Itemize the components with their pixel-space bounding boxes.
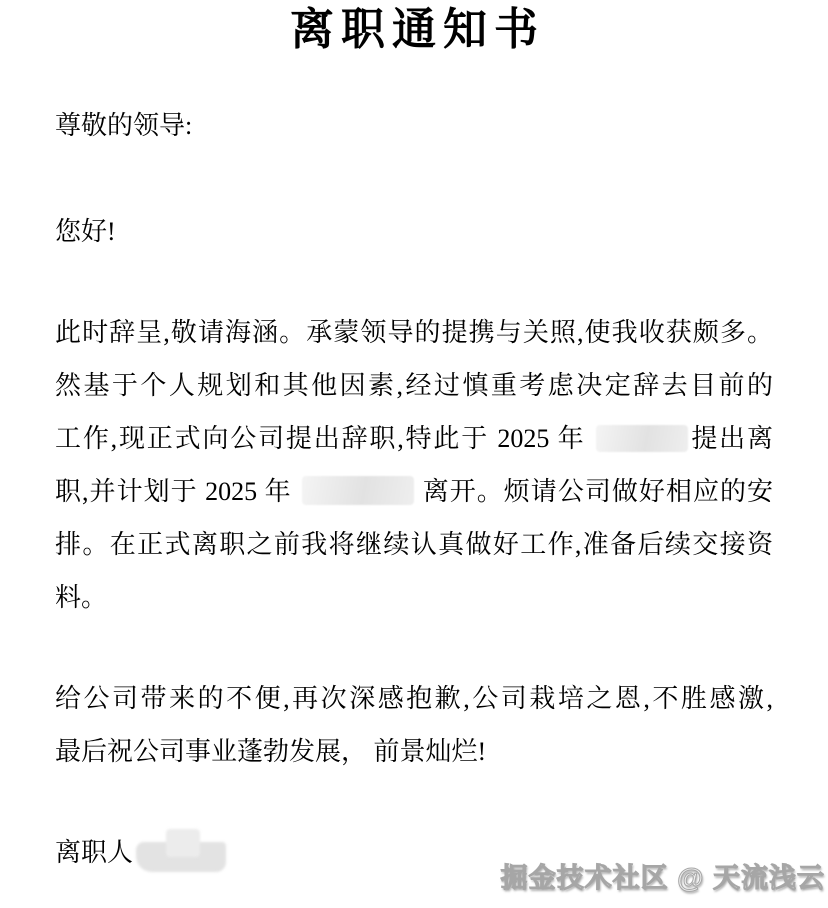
redacted-departure-date-blur <box>302 476 414 505</box>
body-paragraph-2 <box>55 672 773 778</box>
redaction-blob-top <box>166 829 200 857</box>
paragraph1-line1: 此时辞呈,敬请海涵。承蒙领导的提携与关照,使我收获颇多。 <box>55 318 773 347</box>
paragraph1-line4 <box>55 465 773 518</box>
watermark-text: 掘金技术社区 @ 天流浅云 <box>500 863 825 893</box>
redacted-resignation-date-blur <box>596 425 688 452</box>
paragraph1-line2: 然基于个人规划和其他因素,经过慎重考虑决定辞去目前的 <box>55 371 773 400</box>
paragraph1-line4-text-after: 离开。烦请公司做好相应的安 <box>421 477 773 506</box>
redacted-signer-name-blur <box>136 829 226 875</box>
document-title: 离职通知书 <box>290 5 545 54</box>
body-paragraph-1 <box>55 306 773 624</box>
paragraph1-line3-text-before: 工作,现正式向公司提出辞职,特此于 2025 年 <box>55 424 586 453</box>
paragraph1-line6: 料。 <box>55 583 108 612</box>
paragraph1-line3 <box>55 412 773 465</box>
paragraph1-line3-text-after: 提出离 <box>689 424 773 453</box>
paragraph2-line2: 最后祝公司事业蓬勃发展， 前景灿烂! <box>55 737 487 766</box>
signature-label: 离职人 <box>55 838 134 867</box>
paragraph1-line5: 排。在正式离职之前我将继续认真做好工作,准备后续交接资 <box>55 530 773 559</box>
greeting: 您好! <box>55 217 116 246</box>
paragraph1-line4-text-before: 职,并计划于 2025 年 <box>55 477 292 506</box>
paragraph2-line1: 给公司带来的不便,再次深感抱歉,公司栽培之恩,不胜感激, <box>55 684 773 713</box>
salutation: 尊敬的领导: <box>55 111 193 140</box>
